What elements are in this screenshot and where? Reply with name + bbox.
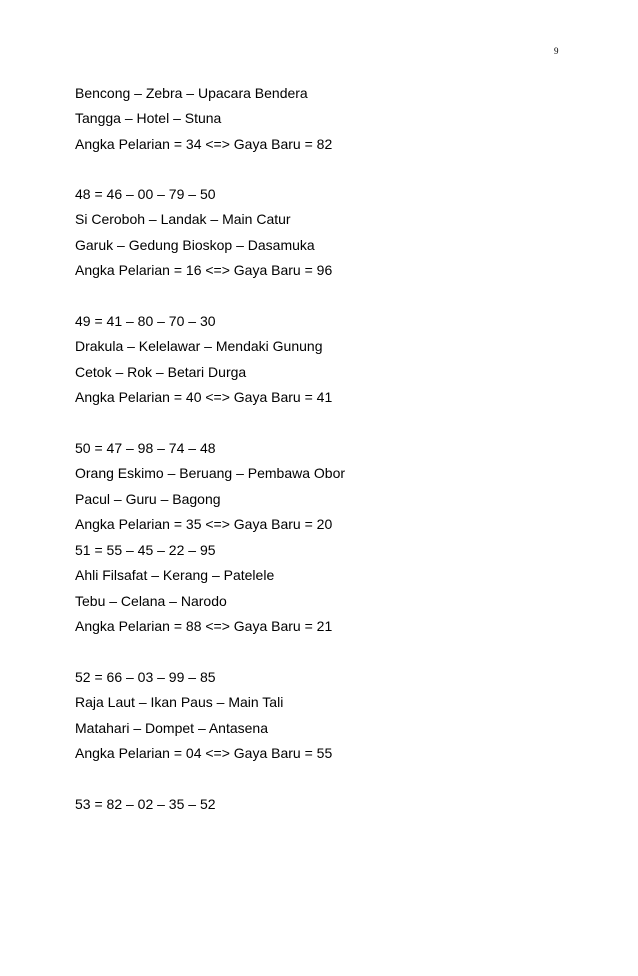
text-line: Drakula – Kelelawar – Mendaki Gunung: [75, 338, 323, 354]
text-line: Angka Pelarian = 40 <=> Gaya Baru = 41: [75, 389, 333, 405]
text-line: Bencong – Zebra – Upacara Bendera: [75, 85, 308, 101]
text-line: Orang Eskimo – Beruang – Pembawa Obor: [75, 465, 346, 481]
text-line: 48 = 46 – 00 – 79 – 50: [75, 186, 216, 202]
text-line: Angka Pelarian = 04 <=> Gaya Baru = 55: [75, 745, 333, 761]
text-line: Angka Pelarian = 16 <=> Gaya Baru = 96: [75, 262, 333, 278]
text-line: Matahari – Dompet – Antasena: [75, 720, 269, 736]
text-line: Ahli Filsafat – Kerang – Patelele: [75, 567, 275, 583]
text-line: 50 = 47 – 98 – 74 – 48: [75, 440, 216, 456]
text-line: Angka Pelarian = 88 <=> Gaya Baru = 21: [75, 618, 333, 634]
text-line: Angka Pelarian = 35 <=> Gaya Baru = 20: [75, 516, 333, 532]
text-line: Tebu – Celana – Narodo: [75, 593, 227, 609]
text-line: 49 = 41 – 80 – 70 – 30: [75, 313, 216, 329]
text-line: Si Ceroboh – Landak – Main Catur: [75, 211, 291, 227]
text-line: Cetok – Rok – Betari Durga: [75, 364, 247, 380]
text-line: 53 = 82 – 02 – 35 – 52: [75, 796, 216, 812]
text-line: Raja Laut – Ikan Paus – Main Tali: [75, 694, 284, 710]
text-line: Tangga – Hotel – Stuna: [75, 110, 222, 126]
text-line: Garuk – Gedung Bioskop – Dasamuka: [75, 237, 315, 253]
page-number: 9: [554, 46, 559, 56]
text-line: Angka Pelarian = 34 <=> Gaya Baru = 82: [75, 136, 333, 152]
text-line: 51 = 55 – 45 – 22 – 95: [75, 542, 216, 558]
text-line: Pacul – Guru – Bagong: [75, 491, 221, 507]
text-line: 52 = 66 – 03 – 99 – 85: [75, 669, 216, 685]
